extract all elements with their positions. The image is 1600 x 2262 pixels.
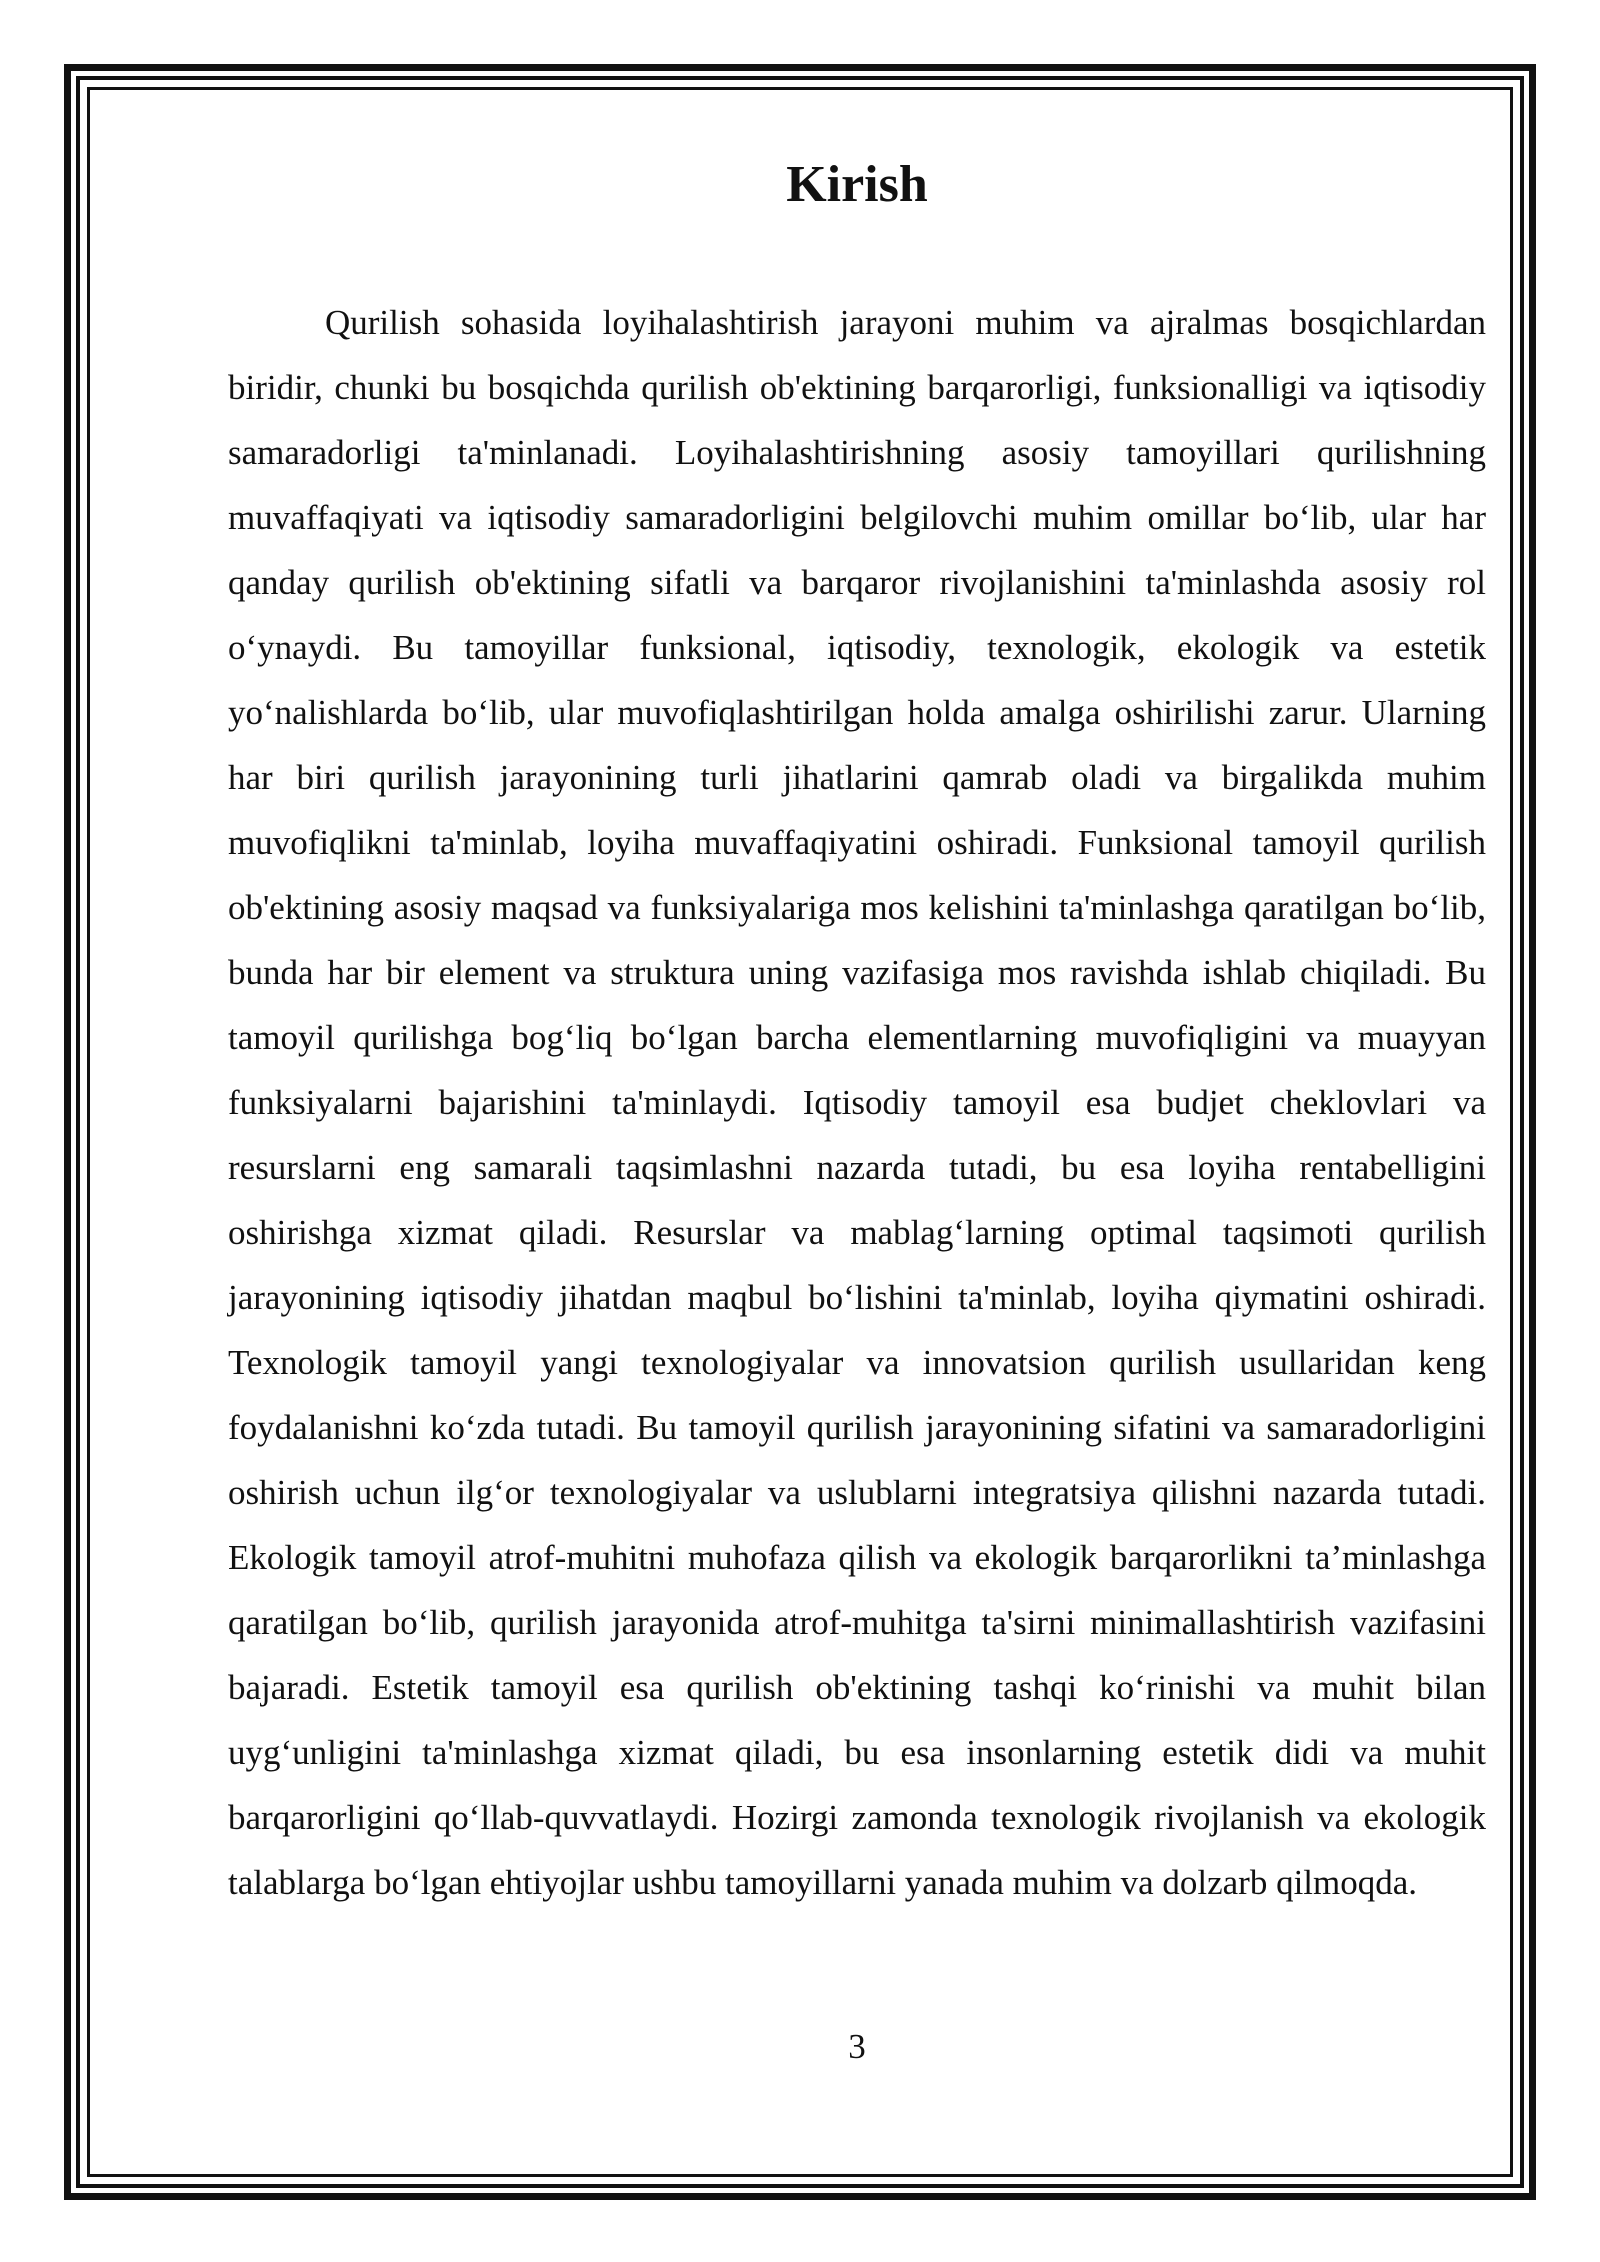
body-paragraph: Qurilish sohasida loyihalashtirish jarayoni muhim va ajralmas bosqichlardan biridir, chunki bu bosqichda qurilish ob'ektining barqarorligi, funksionalligi va iqtisodiy samaradorligi ta'minlanadi. Loyihalashtirishning asosiy tamoyillari qurilishning muvaffaqiyati va iqtisodiy samaradorligini belgilovchi muhim omillar bo‘lib, ular har qanday qurilish ob'ektining sifatli va barqaror rivojlanishini ta'minlashda asosiy rol o‘ynaydi. Bu tamoyillar funksional, iqtisodiy, texnologik, ekologik va estetik yo‘nalishlarda bo‘lib, ular muvofiqlashtirilgan holda amalga oshirilishi zarur. Ularning har biri qurilish jarayonining turli jihatlarini qamrab oladi va birgalikda muhim muvofiqlikni ta'minlab, loyiha muvaffaqiyatini oshiradi. Funksional tamoyil qurilish ob'ektining asosiy maqsad va funksiyalariga mos kelishini ta'minlashga qaratilgan bo‘lib, bunda har bir element va struktura uning vazifasiga mos ravishda ishlab chiqiladi. Bu tamoyil qurilishga bog‘liq bo‘lgan barcha elementlarning muvofiqligini va muayyan funksiyalarni bajarishini ta'minlaydi. Iqtisodiy tamoyil esa budjet cheklovlari va resurslarni eng samarali taqsimlashni nazarda tutadi, bu esa loyiha rentabelligini oshirishga xizmat qiladi. Resurslar va mablag‘larning optimal taqsimoti qurilish jarayonining iqtisodiy jihatdan maqbul bo‘lishini ta'minlab, loyiha qiymatini oshiradi. Texnologik tamoyil yangi texnologiyalar va innovatsion qurilish usullaridan keng foydalanishni ko‘zda tutadi. Bu tamoyil qurilish jarayonining sifatini va samaradorligini oshirish uchun ilg‘or texnologiyalar va uslublarni integratsiya qilishni nazarda tutadi. Ekologik tamoyil atrof-muhitni muhofaza qilish va ekologik barqarorlikni ta’minlashga qaratilgan bo‘lib, qurilish jarayonida atrof-muhitga ta'sirni minimallashtirish vazifasini bajaradi. Estetik tamoyil esa qurilish ob'ektining tashqi ko‘rinishi va muhit bilan uyg‘unligini ta'minlashga xizmat qiladi, bu esa insonlarning estetik didi va muhit barqarorligini qo‘llab-quvvatlaydi. Hozirgi zamonda texnologik rivojlanish va ekologik talablarga bo‘lgan ehtiyojlar ushbu tamoyillarni yanada muhim va dolzarb qilmoqda. (228, 303, 1486, 1902)
page-title: Kirish (786, 156, 928, 213)
page-number: 3 (848, 2027, 866, 2066)
title-container (228, 150, 1486, 220)
